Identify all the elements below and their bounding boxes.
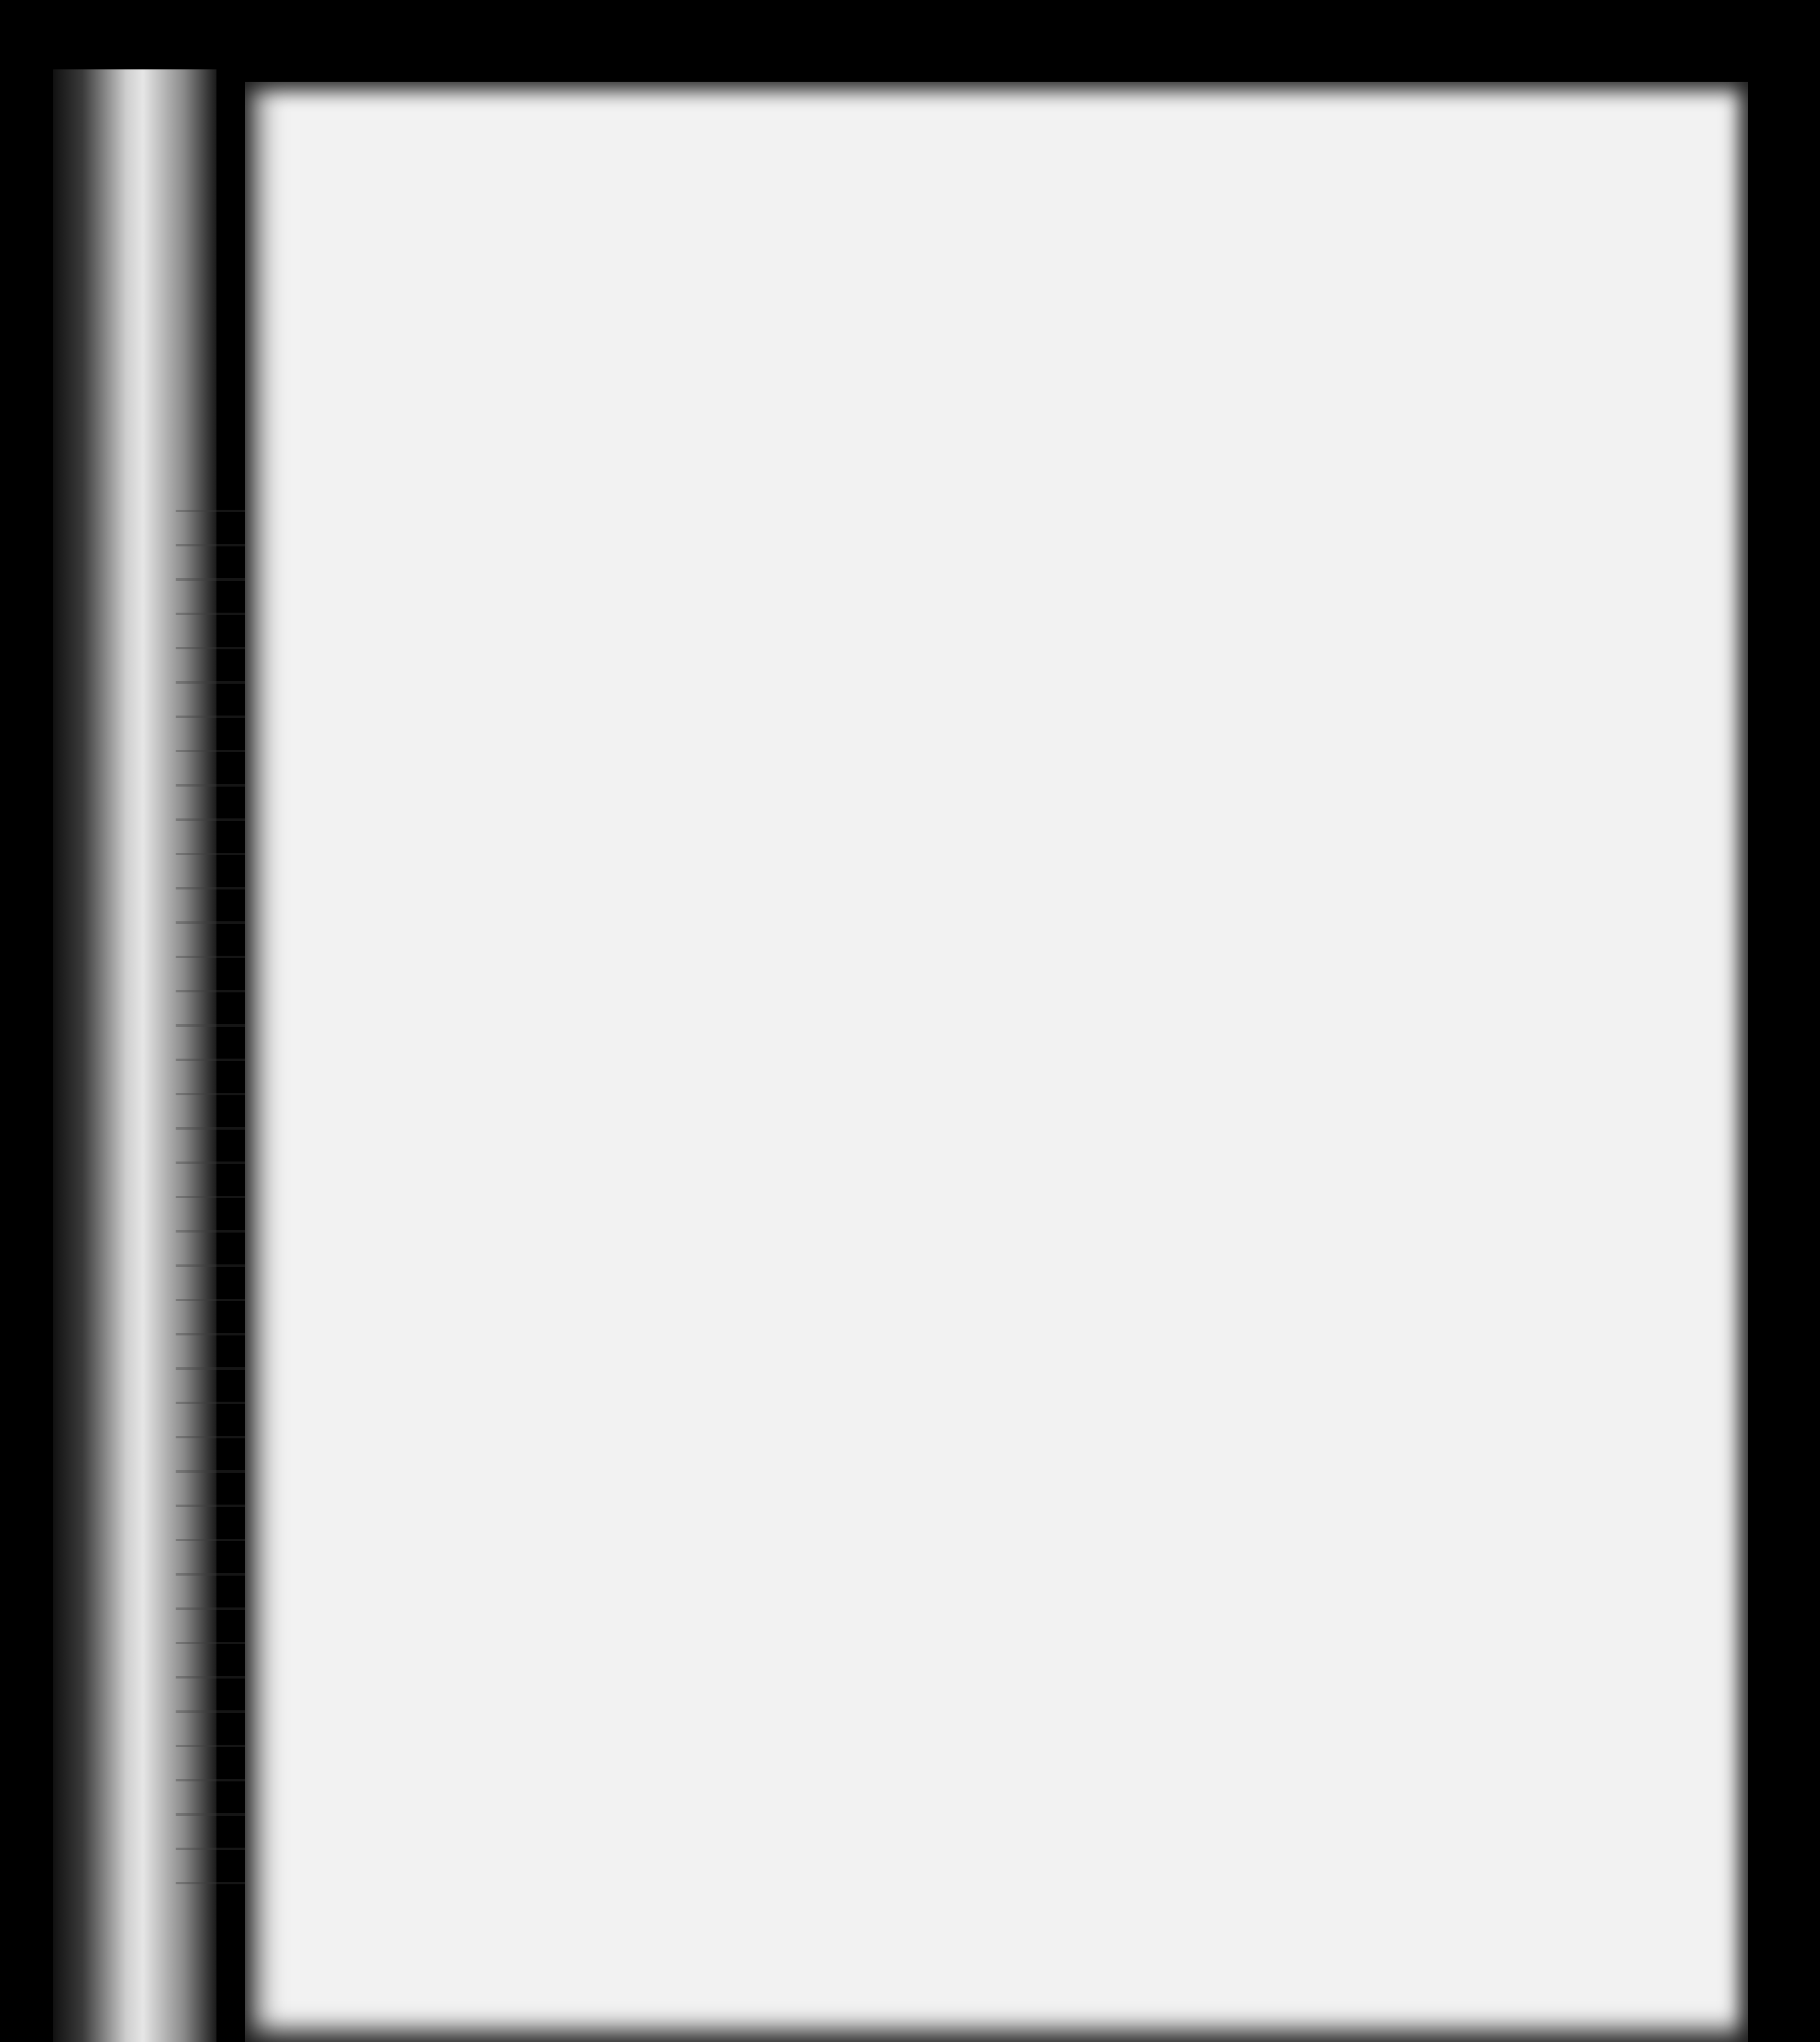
table-grid	[245, 82, 1748, 2042]
manifest-page	[245, 82, 1748, 2042]
adjacent-page-spine	[53, 69, 216, 2042]
